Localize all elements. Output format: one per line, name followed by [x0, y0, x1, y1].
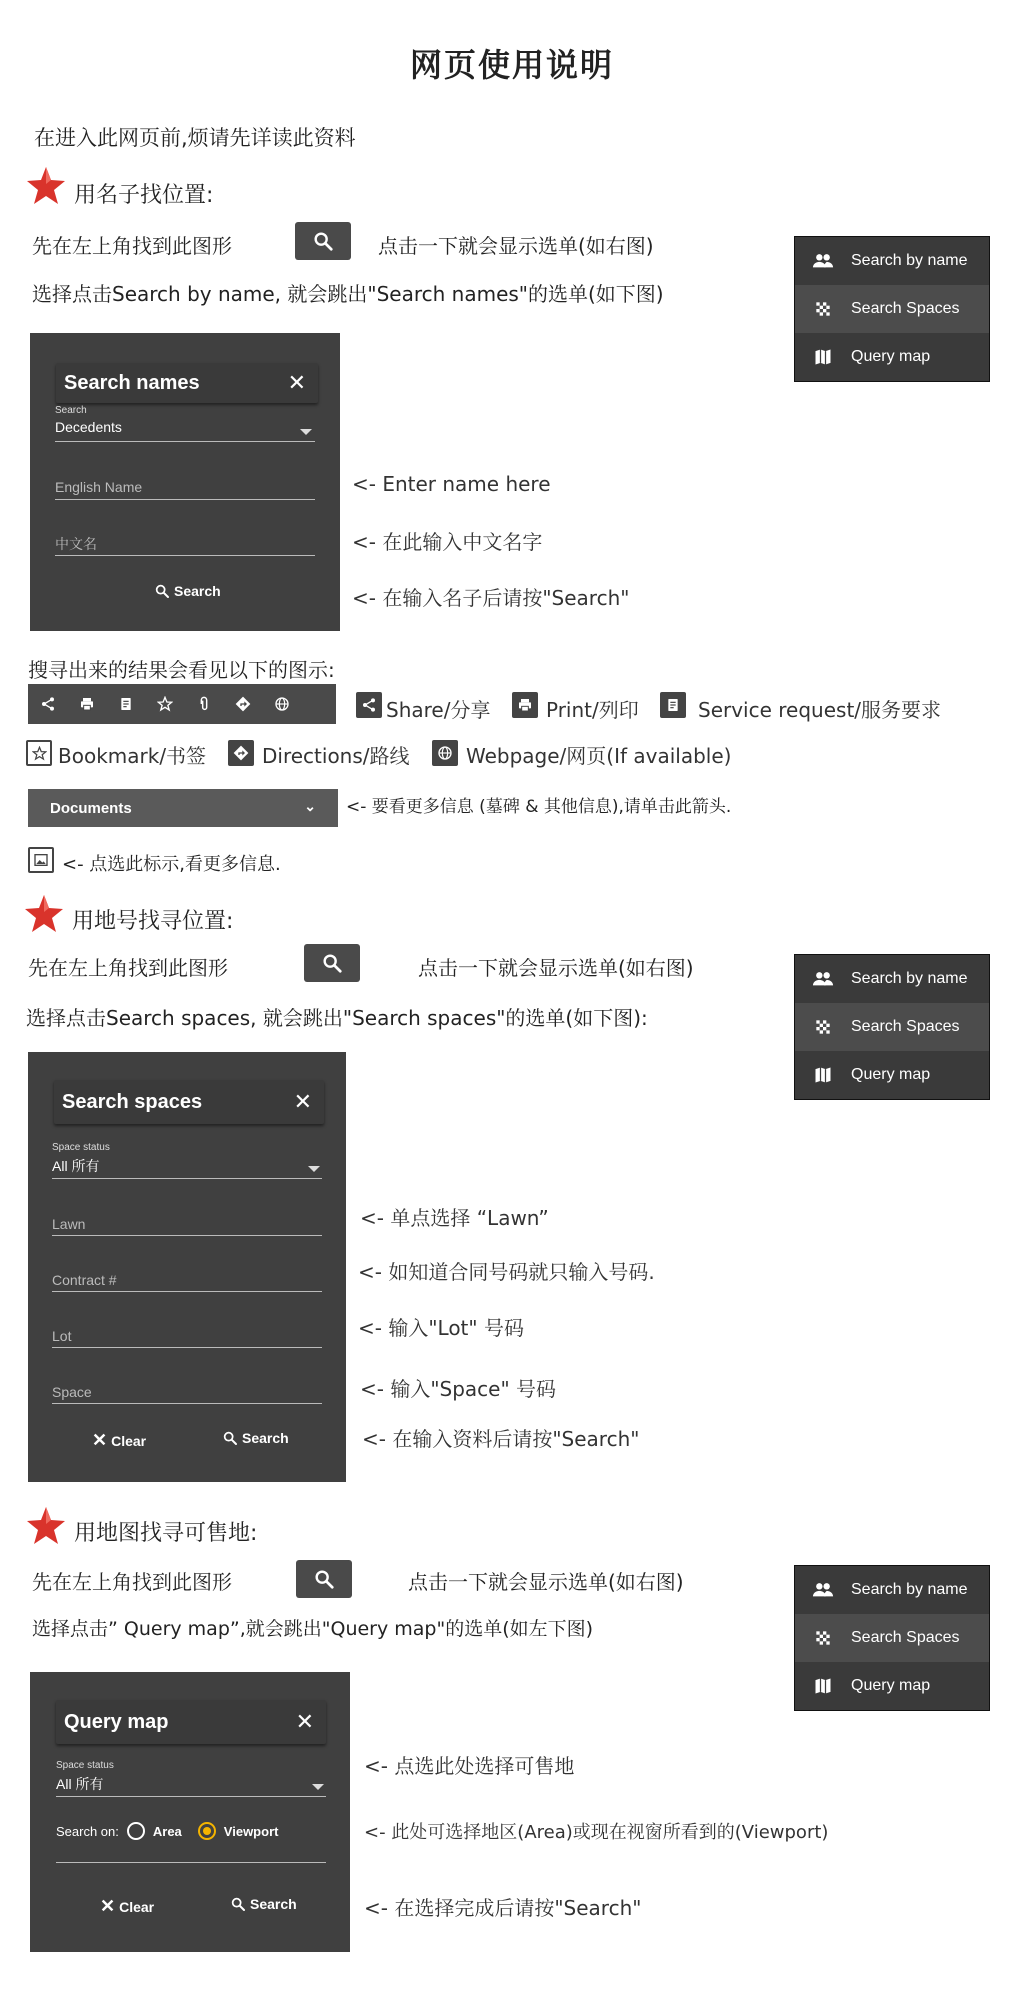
contract-field[interactable]: Contract #	[52, 1272, 117, 1288]
section1-step2: 选择点击Search by name, 就会跳出"Search names"的选单(如下图)	[32, 282, 664, 306]
share-icon[interactable]	[28, 696, 67, 712]
section3-heading: 用地图找寻可售地:	[74, 1521, 258, 1546]
section1-heading: 用名子找位置:	[74, 183, 214, 208]
section3-step2: 选择点击” Query map”,就会跳出"Query map"的选单(如左下图)	[32, 1618, 594, 1640]
search-button-label: Search	[250, 1896, 297, 1912]
people-icon	[812, 968, 834, 990]
hint-contract: <- 如知道合同号码就只输入号码.	[358, 1260, 655, 1284]
menu-item-search-spaces[interactable]	[795, 285, 989, 333]
lawn-field[interactable]: Lawn	[52, 1216, 86, 1232]
close-icon: ✕	[100, 1896, 116, 1916]
panel-title: Query map	[64, 1710, 169, 1733]
panel-search-button[interactable]	[230, 1896, 297, 1912]
space-status-label: Space status	[52, 1142, 110, 1153]
menu-item-search-by-name[interactable]	[795, 1566, 989, 1614]
directions-icon[interactable]	[223, 696, 262, 712]
search-menu	[794, 954, 990, 1100]
chevron-down-icon[interactable]	[312, 1784, 324, 1790]
checker-icon	[813, 1628, 833, 1648]
divider	[52, 1235, 322, 1236]
checker-icon	[813, 299, 833, 319]
menu-item-label: Search Spaces	[851, 300, 960, 317]
panel-clear-button[interactable]	[100, 1896, 154, 1917]
globe-icon	[432, 740, 458, 766]
legend-service: Service request/服务要求	[698, 698, 942, 722]
search-names-panel	[30, 333, 340, 631]
hint-press-search: <- 在输入名子后请按"Search"	[352, 586, 630, 610]
documents-label: Documents	[50, 799, 132, 817]
directions-icon	[228, 740, 254, 766]
menu-item-query-map[interactable]	[795, 1051, 989, 1099]
panel-title: Search names	[64, 371, 200, 394]
search-button-label: Search	[242, 1430, 289, 1446]
search-on-row	[56, 1822, 278, 1840]
divider	[52, 1291, 322, 1292]
search-icon	[230, 1896, 246, 1912]
hint-press-search: <- 在输入资料后请按"Search"	[362, 1427, 640, 1451]
menu-item-label: Search Spaces	[851, 1018, 960, 1035]
menu-item-label: Search Spaces	[851, 1629, 960, 1646]
divider	[55, 555, 315, 556]
english-name-field[interactable]: English Name	[55, 479, 143, 495]
section3-step1-a: 先在左上角找到此图形	[32, 1570, 232, 1594]
star-icon	[26, 1506, 66, 1546]
star-icon	[26, 166, 66, 206]
legend-share: Share/分享	[386, 698, 491, 722]
menu-item-label: Query map	[851, 1677, 931, 1694]
legend-webpage: Webpage/网页(If available)	[466, 744, 732, 768]
result-toolbar	[28, 684, 336, 724]
chevron-down-icon[interactable]	[308, 1166, 320, 1172]
search-icon	[313, 1568, 335, 1590]
search-button-label: Search	[174, 583, 221, 599]
people-icon	[812, 1579, 834, 1601]
space-field[interactable]: Space	[52, 1384, 92, 1400]
section1-step1-a: 先在左上角找到此图形	[32, 234, 232, 258]
documents-expander[interactable]	[28, 789, 338, 827]
hint-lot: <- 输入"Lot" 号码	[358, 1316, 524, 1340]
search-menu	[794, 236, 990, 382]
hint-chinese-name: <- 在此输入中文名字	[352, 530, 543, 554]
section3-step1-b: 点击一下就会显示选单(如右图)	[408, 1570, 684, 1594]
divider	[52, 1178, 322, 1179]
clear-button-label: Clear	[111, 1432, 147, 1449]
menu-item-label: Search by name	[851, 1581, 968, 1598]
search-button[interactable]	[304, 944, 360, 982]
search-icon	[321, 952, 343, 974]
panel-search-button[interactable]	[154, 583, 221, 599]
search-icon	[154, 583, 170, 599]
space-status-select[interactable]: All 所有	[52, 1158, 100, 1174]
share-icon	[356, 692, 382, 718]
space-status-label: Space status	[56, 1760, 114, 1771]
menu-item-label: Query map	[851, 1066, 931, 1083]
checker-icon	[813, 1017, 833, 1037]
panel-title: Search spaces	[62, 1090, 203, 1113]
search-type-select[interactable]: Decedents	[55, 419, 122, 435]
map-icon	[813, 1676, 833, 1696]
panel-header	[56, 1700, 326, 1744]
menu-item-search-by-name[interactable]	[795, 955, 989, 1003]
hint-space: <- 输入"Space" 号码	[360, 1377, 557, 1401]
bookmark-icon[interactable]	[145, 696, 184, 712]
intro-text: 在进入此网页前,烦请先详读此资料	[34, 126, 356, 150]
star-icon	[24, 894, 64, 934]
hint-area-viewport: <- 此处可选择地区(Area)或现在视窗所看到的(Viewport)	[364, 1822, 829, 1843]
service-request-icon[interactable]	[106, 696, 145, 712]
service-request-icon	[660, 692, 686, 718]
search-icon	[222, 1430, 238, 1446]
section1-step1-b: 点击一下就会显示选单(如右图)	[378, 234, 654, 258]
search-menu	[794, 1565, 990, 1711]
menu-item-search-spaces[interactable]	[795, 1614, 989, 1662]
search-icon	[312, 230, 334, 252]
image-hint: <- 点选此标示,看更多信息.	[62, 854, 281, 875]
section2-step1-b: 点击一下就会显示选单(如右图)	[418, 956, 694, 980]
legend-bookmark: Bookmark/书签	[58, 744, 207, 768]
map-icon	[813, 1065, 833, 1085]
hint-lawn: <- 单点选择 “Lawn”	[360, 1206, 549, 1230]
chevron-down-icon[interactable]	[300, 429, 312, 435]
panel-header	[56, 363, 318, 403]
search-on-label: Search on:	[56, 1823, 119, 1839]
space-status-select[interactable]: All 所有	[56, 1776, 104, 1792]
panel-search-button[interactable]	[222, 1430, 289, 1446]
area-label: Area	[152, 1823, 182, 1839]
divider	[55, 499, 315, 500]
viewport-radio[interactable]	[198, 1822, 216, 1840]
results-intro: 搜寻出来的结果会看见以下的图示:	[28, 658, 335, 682]
menu-item-label: Search by name	[851, 970, 968, 987]
panel-header	[54, 1080, 324, 1124]
page-title: 网页使用说明	[409, 46, 614, 84]
area-radio[interactable]	[127, 1822, 145, 1840]
divider	[55, 441, 315, 442]
search-button[interactable]	[295, 222, 351, 260]
map-icon	[813, 347, 833, 367]
search-type-label: Search	[55, 405, 87, 416]
legend-directions: Directions/路线	[262, 744, 410, 768]
documents-hint: <- 要看更多信息 (墓碑 & 其他信息),请单击此箭头.	[346, 797, 732, 817]
print-icon[interactable]	[67, 696, 106, 712]
people-icon	[812, 250, 834, 272]
menu-item-query-map[interactable]	[795, 1662, 989, 1710]
section2-step2: 选择点击Search spaces, 就会跳出"Search spaces"的选单(如下图):	[26, 1006, 648, 1030]
close-icon[interactable]: ✕	[287, 370, 306, 395]
divider	[52, 1403, 322, 1404]
print-icon	[512, 692, 538, 718]
viewport-label: Viewport	[223, 1823, 279, 1839]
close-icon: ✕	[92, 1430, 108, 1450]
divider	[56, 1796, 326, 1797]
menu-item-search-spaces[interactable]	[795, 1003, 989, 1051]
hint-press-search: <- 在选择完成后请按"Search"	[364, 1896, 642, 1920]
query-map-panel	[30, 1672, 350, 1952]
clear-button-label: Clear	[119, 1898, 155, 1915]
section2-heading: 用地号找寻位置:	[72, 909, 234, 934]
bookmark-icon	[26, 740, 52, 766]
hint-select-available: <- 点选此处选择可售地	[364, 1754, 575, 1778]
image-icon[interactable]	[28, 847, 54, 873]
globe-icon[interactable]	[262, 696, 301, 712]
chinese-name-field[interactable]: 中文名	[55, 536, 97, 552]
lot-field[interactable]: Lot	[52, 1328, 72, 1344]
search-spaces-panel	[28, 1052, 346, 1482]
attachment-icon[interactable]	[184, 696, 223, 712]
legend-print: Print/列印	[546, 698, 639, 722]
panel-clear-button[interactable]	[92, 1430, 146, 1451]
section2-step1-a: 先在左上角找到此图形	[28, 956, 228, 980]
chevron-down-icon[interactable]: ⌄	[304, 798, 316, 814]
hint-enter-name: <- Enter name here	[352, 472, 551, 496]
divider	[52, 1347, 322, 1348]
divider	[56, 1862, 326, 1863]
menu-item-query-map[interactable]	[795, 333, 989, 381]
close-icon[interactable]: ✕	[295, 1709, 314, 1734]
search-button[interactable]	[296, 1560, 352, 1598]
menu-item-label: Search by name	[851, 252, 968, 269]
close-icon[interactable]: ✕	[293, 1089, 312, 1114]
menu-item-search-by-name[interactable]	[795, 237, 989, 285]
menu-item-label: Query map	[851, 348, 931, 365]
